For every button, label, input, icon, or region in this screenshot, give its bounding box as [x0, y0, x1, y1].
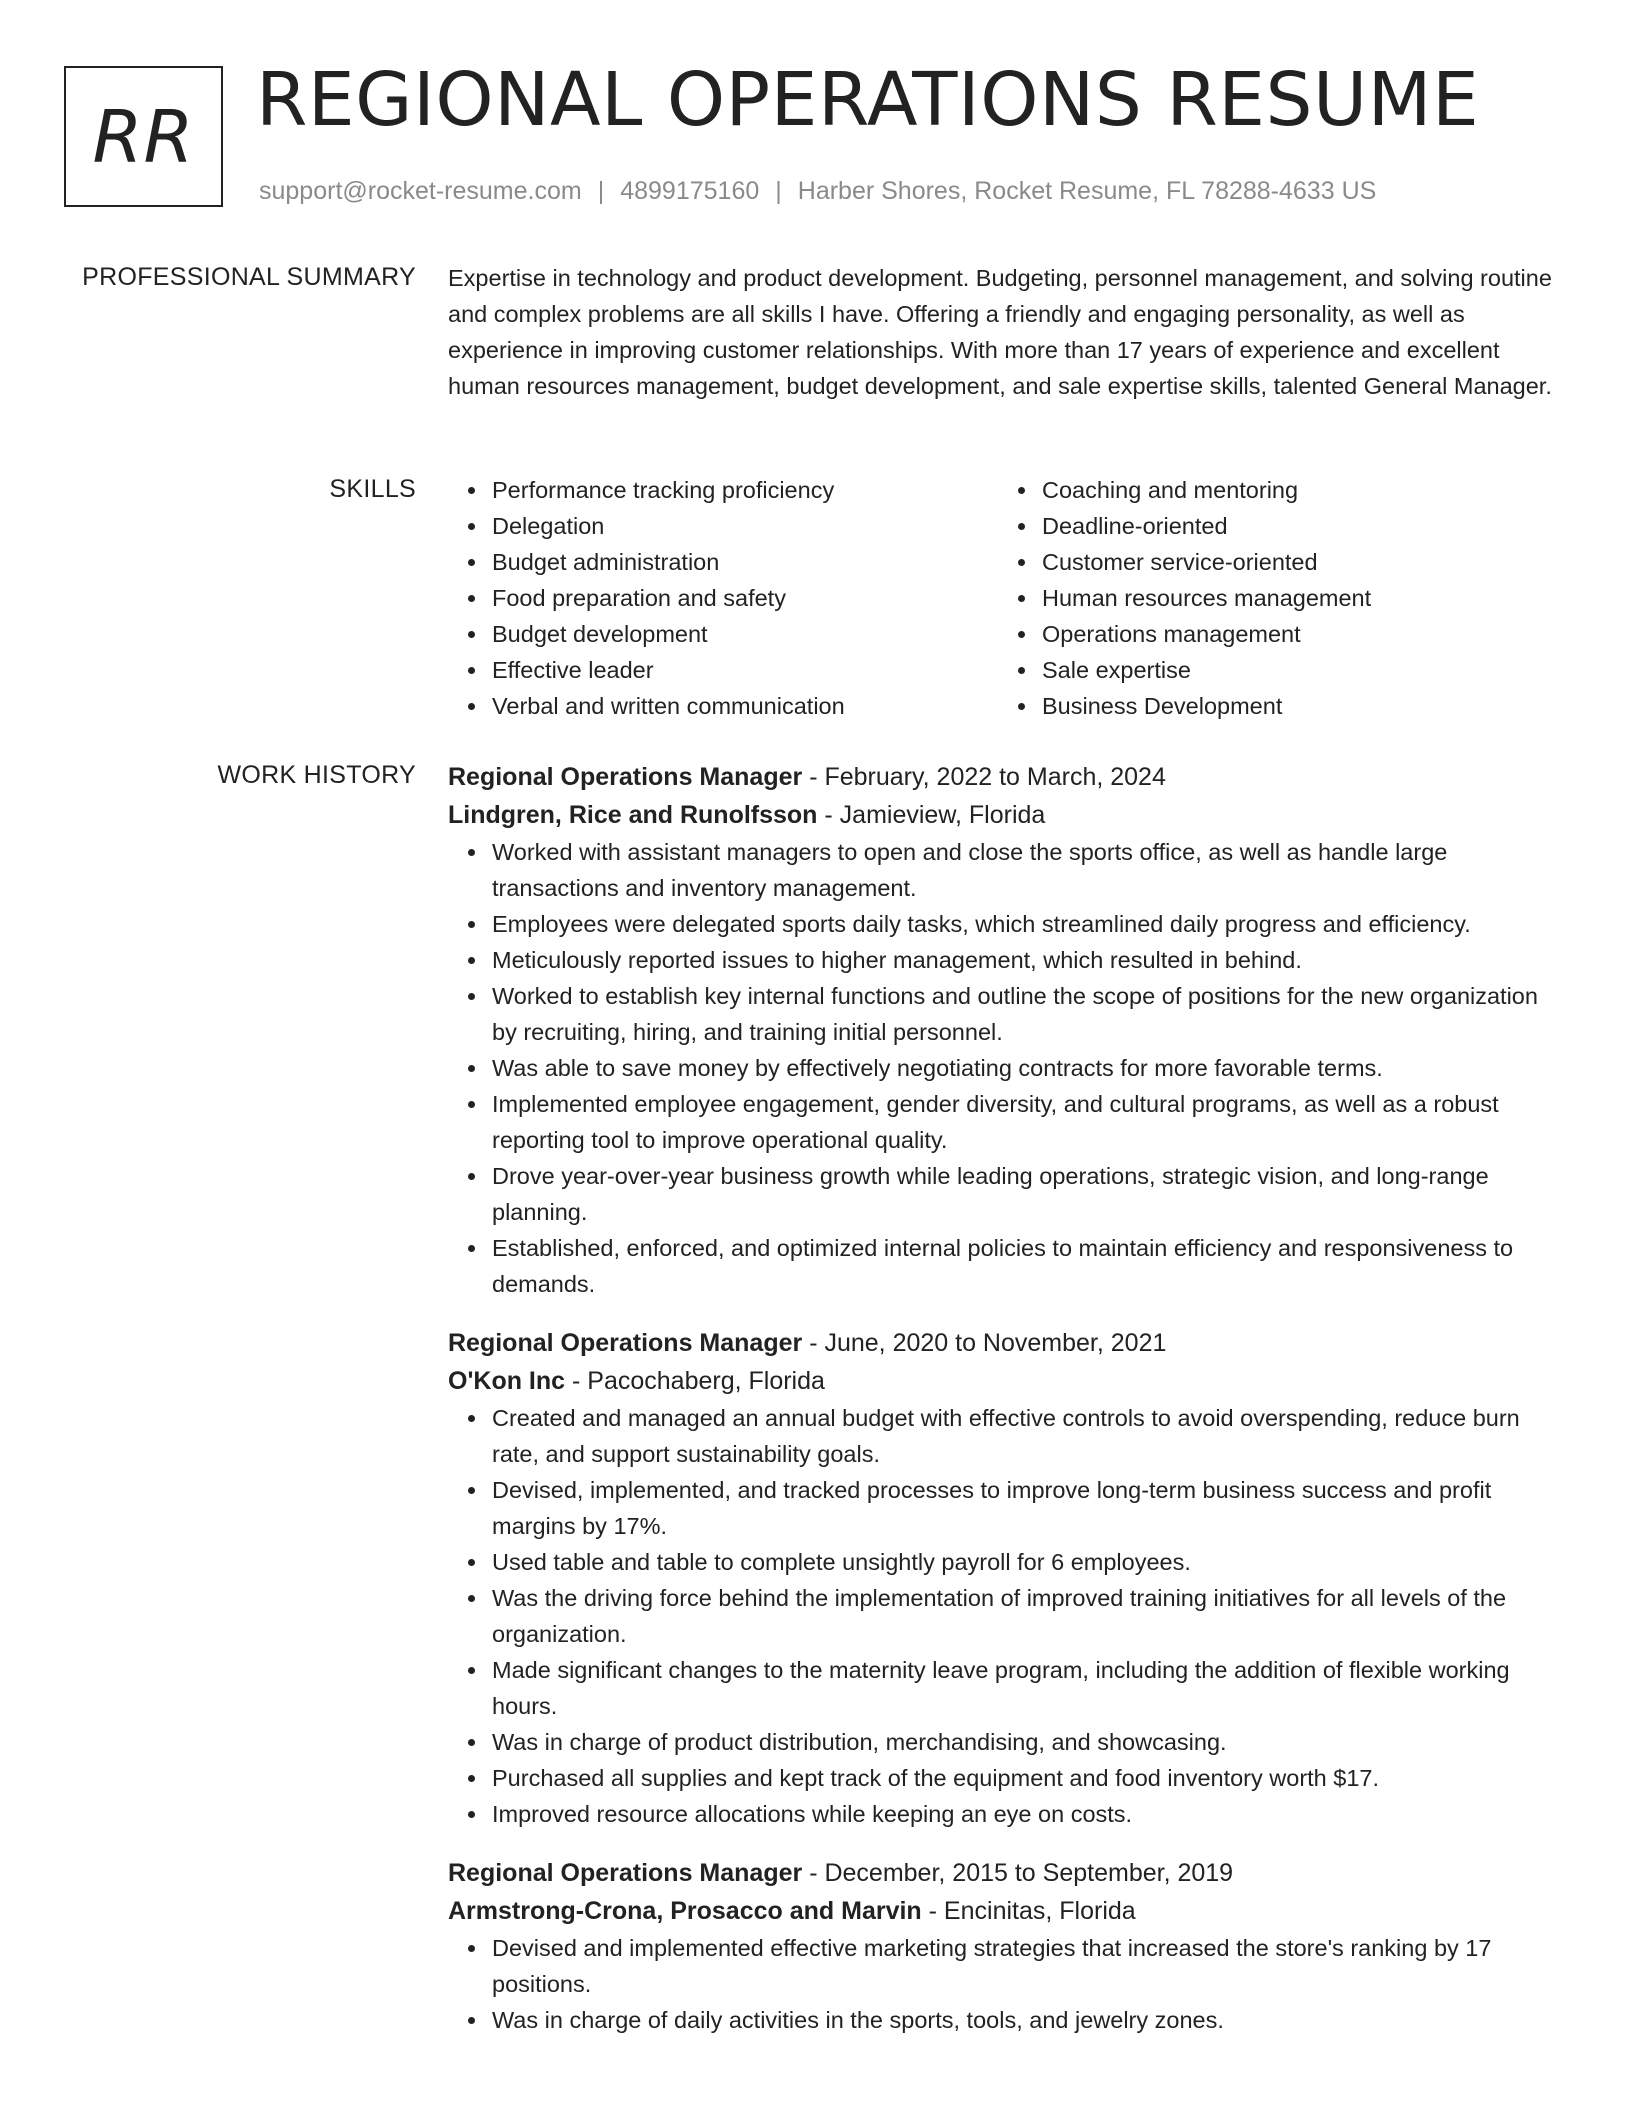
job-company-line: [448, 1362, 1568, 1400]
skill-item: Delegation: [492, 508, 998, 544]
section-label-work-history: WORK HISTORY: [217, 761, 416, 789]
skills-column-right: [998, 472, 1548, 724]
job-dates: - February, 2022 to March, 2024: [802, 763, 1166, 791]
job-bullet: Was in charge of daily activities in the sports, tools, and jewelry zones.: [492, 2002, 1568, 2038]
job-bullet: Purchased all supplies and kept track of the equipment and food inventory worth $17.: [492, 1760, 1568, 1796]
job-title: Regional Operations Manager: [448, 763, 803, 791]
skills-columns: [448, 472, 1568, 724]
contact-phone: 4899175160: [620, 177, 760, 205]
job-title-line: [448, 1324, 1568, 1362]
skill-item: Sale expertise: [1042, 652, 1548, 688]
job-location: - Encinitas, Florida: [921, 1897, 1136, 1925]
job-bullet: Worked with assistant managers to open and close the sports office, as well as handle large transactions and inventory management.: [492, 834, 1568, 906]
job-company-line: [448, 1892, 1568, 1930]
contact-email: support@rocket-resume.com: [259, 177, 582, 205]
contact-separator: |: [775, 177, 782, 205]
page-title: REGIONAL OPERATIONS RESUME: [256, 57, 1480, 143]
job-title-line: [448, 1854, 1568, 1892]
job-location: - Jamieview, Florida: [817, 801, 1046, 829]
job-bullet-list: [448, 1930, 1568, 2038]
section-label-skills: SKILLS: [329, 475, 416, 503]
job-bullet: Meticulously reported issues to higher management, which resulted in behind.: [492, 942, 1568, 978]
job-title: Regional Operations Manager: [448, 1329, 803, 1357]
skills-column-left: [448, 472, 998, 724]
job-title-line: [448, 758, 1568, 796]
job-bullet-list: [448, 1400, 1568, 1832]
job-bullet: Improved resource allocations while keeping an eye on costs.: [492, 1796, 1568, 1832]
contact-separator: |: [597, 177, 605, 205]
monogram-logo: RR: [64, 66, 223, 207]
job-bullet: Employees were delegated sports daily tasks, which streamlined daily progress and efficiency.: [492, 906, 1568, 942]
section-label-summary: PROFESSIONAL SUMMARY: [82, 263, 416, 291]
job-dates: - June, 2020 to November, 2021: [802, 1329, 1167, 1357]
job-bullet: Worked to establish key internal functions and outline the scope of positions for the new organization by recruiting, hiring, and training initial personnel.: [492, 978, 1568, 1050]
job-bullet: Drove year-over-year business growth while leading operations, strategic vision, and long-range planning.: [492, 1158, 1568, 1230]
job-company: Armstrong-Crona, Prosacco and Marvin: [448, 1897, 922, 1925]
job-bullet: Used table and table to complete unsightly payroll for 6 employees.: [492, 1544, 1568, 1580]
job-location: - Pacochaberg, Florida: [565, 1367, 825, 1395]
summary-text: Expertise in technology and product development. Budgeting, personnel management, and solving routine and complex problems are all skills I have. Offering a friendly and engaging personality, as well as experience in improving customer relationships. With more than 17 years of experience and excellent human resources management, budget development, and sale expertise skills, talented General Manager.: [448, 265, 1552, 399]
work-history-body: [448, 758, 1568, 2060]
job-entry: [448, 1854, 1568, 2038]
job-bullet: Implemented employee engagement, gender diversity, and cultural programs, as well as a robust reporting tool to improve operational quality.: [492, 1086, 1568, 1158]
job-company: Lindgren, Rice and Runolfsson: [448, 801, 818, 829]
job-bullet: Was able to save money by effectively negotiating contracts for more favorable terms.: [492, 1050, 1568, 1086]
job-bullet: Made significant changes to the maternity leave program, including the addition of flexible working hours.: [492, 1652, 1568, 1724]
skill-item: Customer service-oriented: [1042, 544, 1548, 580]
skill-item: Coaching and mentoring: [1042, 472, 1548, 508]
skills-body: [448, 472, 1568, 724]
contact-line: [259, 174, 1376, 208]
skill-item: Verbal and written communication: [492, 688, 998, 724]
job-bullet: Was in charge of product distribution, merchandising, and showcasing.: [492, 1724, 1568, 1760]
job-bullet-list: [448, 834, 1568, 1302]
job-title: Regional Operations Manager: [448, 1859, 803, 1887]
skill-item: Human resources management: [1042, 580, 1548, 616]
job-company: O'Kon Inc: [448, 1367, 566, 1395]
job-bullet: Established, enforced, and optimized internal policies to maintain efficiency and responsiveness to demands.: [492, 1230, 1568, 1302]
skill-item: Operations management: [1042, 616, 1548, 652]
skill-item: Effective leader: [492, 652, 998, 688]
skill-item: Business Development: [1042, 688, 1548, 724]
contact-address: Harber Shores, Rocket Resume, FL 78288-4633 US: [797, 177, 1377, 205]
skill-item: Budget administration: [492, 544, 998, 580]
skill-item: Performance tracking proficiency: [492, 472, 998, 508]
job-entry: [448, 1324, 1568, 1832]
summary-body: [448, 260, 1568, 404]
job-bullet: Created and managed an annual budget with effective controls to avoid overspending, reduce burn rate, and support sustainability goals.: [492, 1400, 1568, 1472]
skill-item: Deadline-oriented: [1042, 508, 1548, 544]
job-dates: - December, 2015 to September, 2019: [802, 1859, 1234, 1887]
job-bullet: Devised and implemented effective marketing strategies that increased the store's ranking by 17 positions.: [492, 1930, 1568, 2002]
job-bullet: Devised, implemented, and tracked processes to improve long-term business success and profit margins by 17%.: [492, 1472, 1568, 1544]
job-entry: [448, 758, 1568, 1302]
skill-item: Budget development: [492, 616, 998, 652]
skill-item: Food preparation and safety: [492, 580, 998, 616]
job-bullet: Was the driving force behind the implementation of improved training initiatives for all levels of the organization.: [492, 1580, 1568, 1652]
job-company-line: [448, 796, 1568, 834]
